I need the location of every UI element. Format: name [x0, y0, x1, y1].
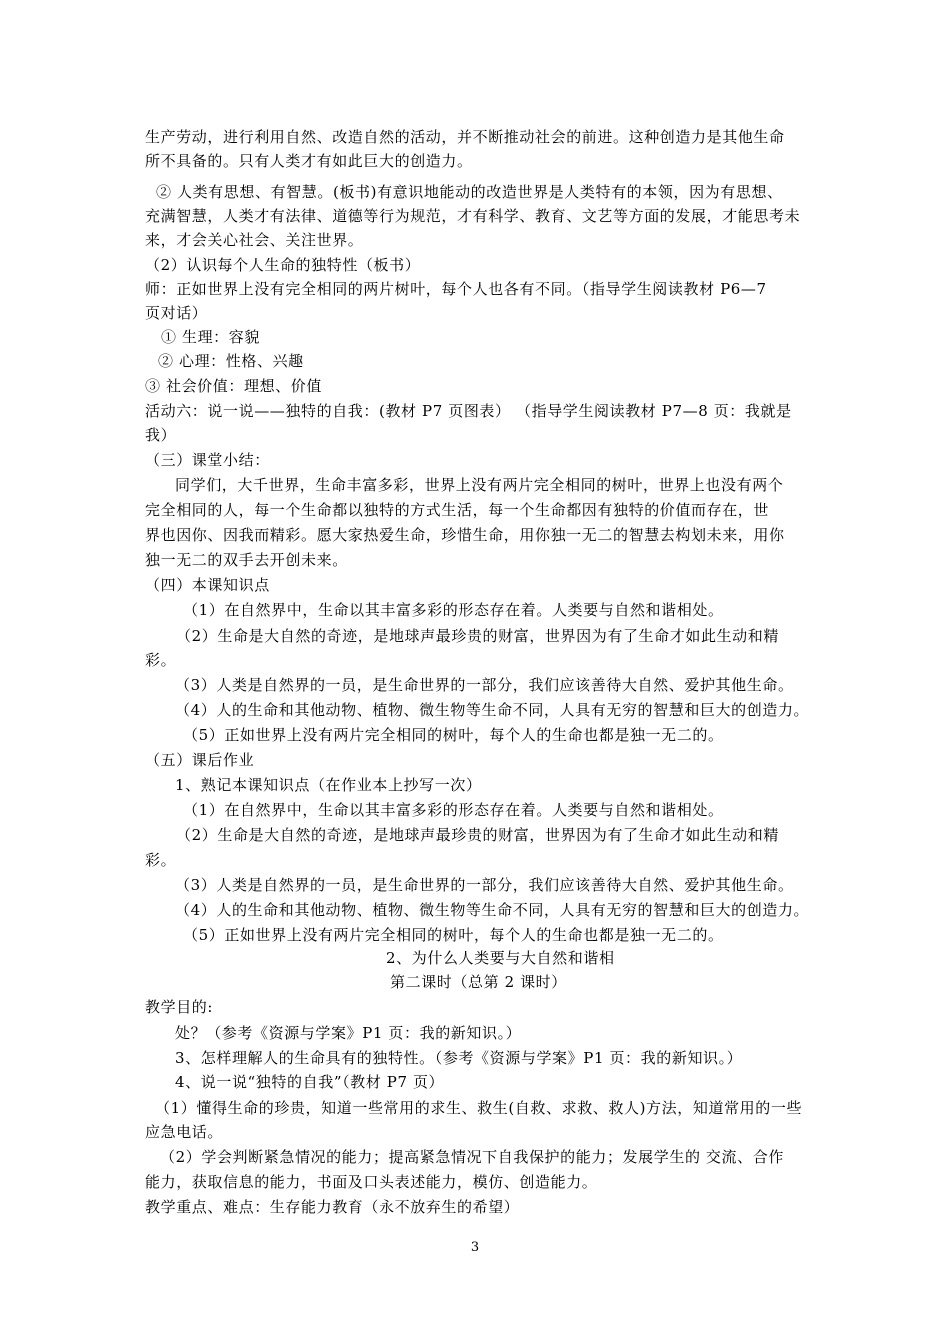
text-line: 活动六：说一说——独特的自我：(教材 P7 页图表） （指导学生阅读教材 P7—8 页：我就是 — [145, 402, 792, 420]
text-line: （2）生命是大自然的奇迹，是地球声最珍贵的财富，世界因为有了生命才如此生动和精 — [176, 627, 779, 645]
text-line: （2）学会判断紧急情况的能力；提高紧急情况下自我保护的能力；发展学生的 交流、合作 — [160, 1148, 784, 1166]
text-line: 完全相同的人，每一个生命都以独特的方式生活，每一个生命都因有独特的价值而存在，世 — [145, 501, 770, 519]
text-line: 彩。 — [145, 851, 177, 869]
text-line: （3）人类是自然界的一员，是生命世界的一部分，我们应该善待大自然、爱护其他生命。 — [175, 876, 794, 894]
text-line: （5）正如世界上没有两片完全相同的树叶，每个人的生命也都是独一无二的。 — [183, 926, 724, 944]
text-line: 教学重点、难点：生存能力教育（永不放弃生的希望） — [145, 1198, 520, 1216]
text-line: 独一无二的双手去开创未来。 — [145, 551, 348, 569]
text-line: （2）生命是大自然的奇迹，是地球声最珍贵的财富，世界因为有了生命才如此生动和精 — [176, 826, 779, 844]
text-line: 能力，获取信息的能力，书面及口头表述能力，模仿、创造能力。 — [145, 1173, 598, 1191]
text-line: 我） — [145, 426, 177, 444]
text-line: 4、说一说“独特的自我”（教材 P7 页） — [175, 1073, 445, 1091]
text-line: （4）人的生命和其他动物、植物、微生物等生命不同，人具有无穷的智慧和巨大的创造力。 — [175, 701, 810, 719]
section-heading: 教学目的: — [145, 998, 214, 1016]
text-line: （1）在自然界中，生命以其丰富多彩的形态存在着。人类要与自然和谐相处。 — [183, 801, 724, 819]
text-line: （4）人的生命和其他动物、植物、微生物等生命不同，人具有无穷的智慧和巨大的创造力。 — [175, 901, 810, 919]
text-line: ② 心理：性格、兴趣 — [158, 352, 304, 370]
text-line: （3）人类是自然界的一员，是生命世界的一部分，我们应该善待大自然、爱护其他生命。 — [175, 676, 794, 694]
text-line: （1）在自然界中，生命以其丰富多彩的形态存在着。人类要与自然和谐相处。 — [183, 601, 724, 619]
text-line: 充满智慧，人类才有法律、道德等行为规范，才有科学、教育、文艺等方面的发展，才能思考未 — [145, 207, 801, 225]
text-line: 处？（参考《资源与学案》P1 页：我的新知识。） — [175, 1024, 522, 1042]
text-line: 来，才会关心社会、关注世界。 — [145, 231, 364, 249]
section-heading: （五）课后作业 — [145, 751, 255, 769]
text-line: 彩。 — [145, 651, 177, 669]
text-line: （5）正如世界上没有两片完全相同的树叶，每个人的生命也都是独一无二的。 — [183, 726, 724, 744]
text-line: 生产劳动，进行利用自然、改造自然的活动，并不断推动社会的前进。这种创造力是其他生命 — [145, 128, 785, 146]
text-line: 页对话） — [145, 304, 208, 322]
text-line: ① 生理：容貌 — [161, 328, 260, 346]
text-line: ③ 社会价值：理想、价值 — [145, 377, 322, 395]
text-line: 界也因你、因我而精彩。愿大家热爱生命，珍惜生命，用你独一无二的智慧去构划未来，用你 — [145, 526, 785, 544]
text-line: 1、熟记本课知识点（在作业本上抄写一次） — [175, 776, 482, 794]
text-line: 应急电话。 — [145, 1123, 224, 1141]
lesson-title: 2、为什么人类要与大自然和谐相 — [386, 949, 615, 967]
text-line: （2）认识每个人生命的独特性（板书） — [145, 256, 421, 274]
lesson-subtitle: 第二课时（总第 2 课时） — [390, 973, 567, 991]
section-heading: （四）本课知识点 — [145, 576, 270, 594]
page-number: 3 — [470, 1240, 480, 1255]
text-line: 3、怎样理解人的生命具有的独特性。（参考《资源与学案》P1 页：我的新知识。） — [175, 1049, 743, 1067]
text-line: 师：正如世界上没有完全相同的两片树叶，每个人也各有不同。（指导学生阅读教材 P6—7 — [145, 280, 767, 298]
text-line: ② 人类有思想、有智慧。(板书)有意识地能动的改造世界是人类特有的本领，因为有思想、 — [156, 183, 783, 201]
text-line: 所不具备的。只有人类才有如此巨大的创造力。 — [145, 152, 473, 170]
section-heading: （三）课堂小结： — [145, 451, 270, 469]
text-line: 同学们，大千世界，生命丰富多彩，世界上没有两片完全相同的树叶，世界上也没有两个 — [175, 476, 784, 494]
text-line: （1）懂得生命的珍贵，知道一些常用的求生、救生(自救、求救、救人)方法，知道常用的一些 — [155, 1099, 803, 1117]
